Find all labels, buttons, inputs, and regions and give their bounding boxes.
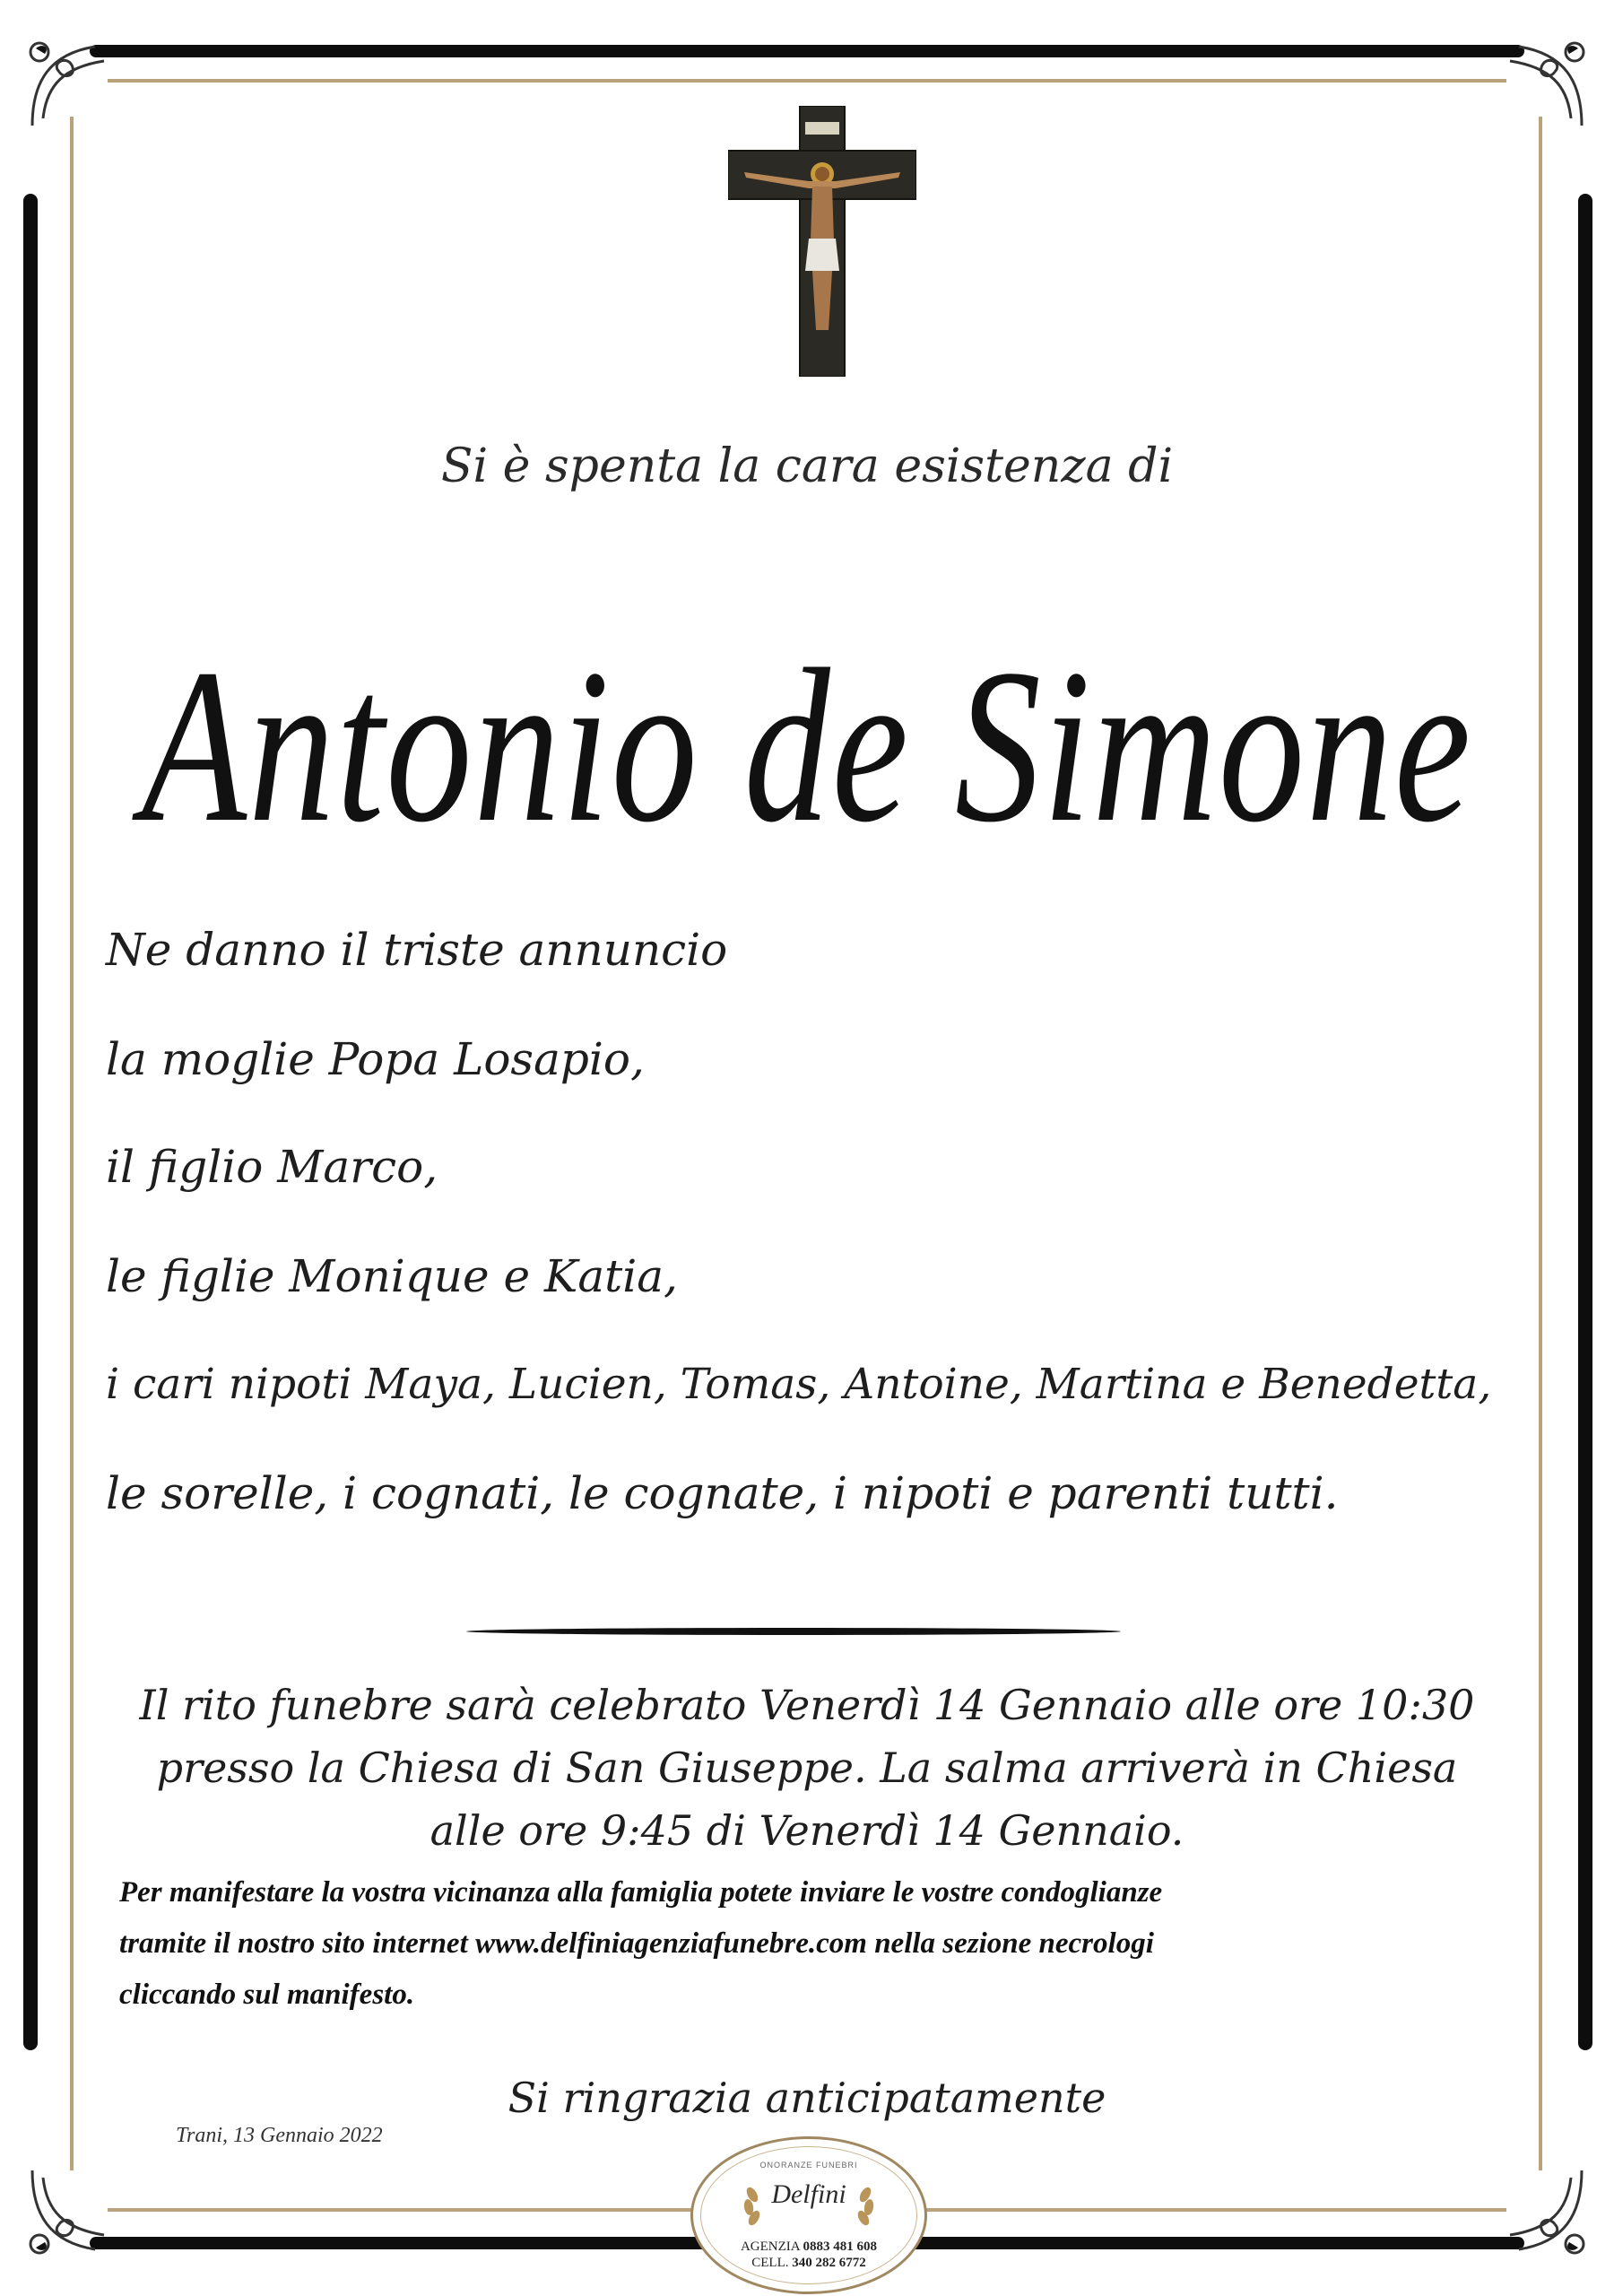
logo-brand: Delfini [771,2179,846,2209]
announcement-line: le figlie Monique e Katia, [106,1250,678,1302]
agency-label: AGENZIA [740,2239,800,2254]
crucifix-icon [728,106,916,377]
frame-top-bar [90,45,1524,57]
divider [466,1628,1121,1635]
corner-flourish-icon [1492,2161,1591,2260]
rite-line: alle ore 9:45 di Venerdì 14 Gennaio. [430,1806,1184,1855]
agency-phone: 0883 481 608 [803,2239,878,2254]
corner-flourish-icon [23,36,122,135]
gold-rule-left [70,117,74,2170]
agency-logo [690,2136,927,2294]
announcement-line: Ne danno il triste annuncio [106,924,728,976]
cell-phone: 340 282 6772 [792,2256,866,2270]
thanks-text: Si ringrazia anticipatamente [508,2074,1106,2122]
announcement-line: i cari nipoti Maya, Lucien, Tomas, Antoine, Martina e Benedetta, [106,1360,1492,1409]
rite-line: Il rito funebre sarà celebrato Venerdì 14 Gennaio alle ore 10:30 [139,1681,1475,1729]
logo-tagline: ONORANZE FUNEBRI [759,2161,858,2170]
agency-phone-line [693,2239,924,2255]
announcement-line: le sorelle, i cognati, le cognate, i nipoti e parenti tutti. [106,1467,1339,1519]
rite-info [90,1674,1524,1862]
deceased-name: Antonio de Simone [141,623,1473,868]
intro-text: Si è spenta la cara esistenza di [440,439,1174,493]
condolence-line: Per manifestare la vostra vicinanza alla famiglia potete inviare le vostre condoglianze [119,1876,1163,1909]
rite-line: presso la Chiesa di San Giuseppe. La salma arriverà in Chiesa [156,1744,1458,1792]
gold-rule-top [108,79,1506,83]
cell-label: CELL. [751,2256,789,2270]
announcement-line: la moglie Popa Losapio, [106,1033,645,1085]
corner-flourish-icon [1492,36,1591,135]
condolence-info [119,1867,1518,2021]
cell-phone-line [693,2256,924,2271]
announcement-line: il figlio Marco, [106,1141,438,1193]
corner-flourish-icon [23,2161,122,2260]
condolence-line: cliccando sul manifesto. [119,1979,415,2011]
place-date: Trani, 13 Gennaio 2022 [176,2124,383,2147]
condolence-line: tramite il nostro sito internet www.delfiniagenziafunebre.com nella sezione necrologi [119,1927,1154,1960]
